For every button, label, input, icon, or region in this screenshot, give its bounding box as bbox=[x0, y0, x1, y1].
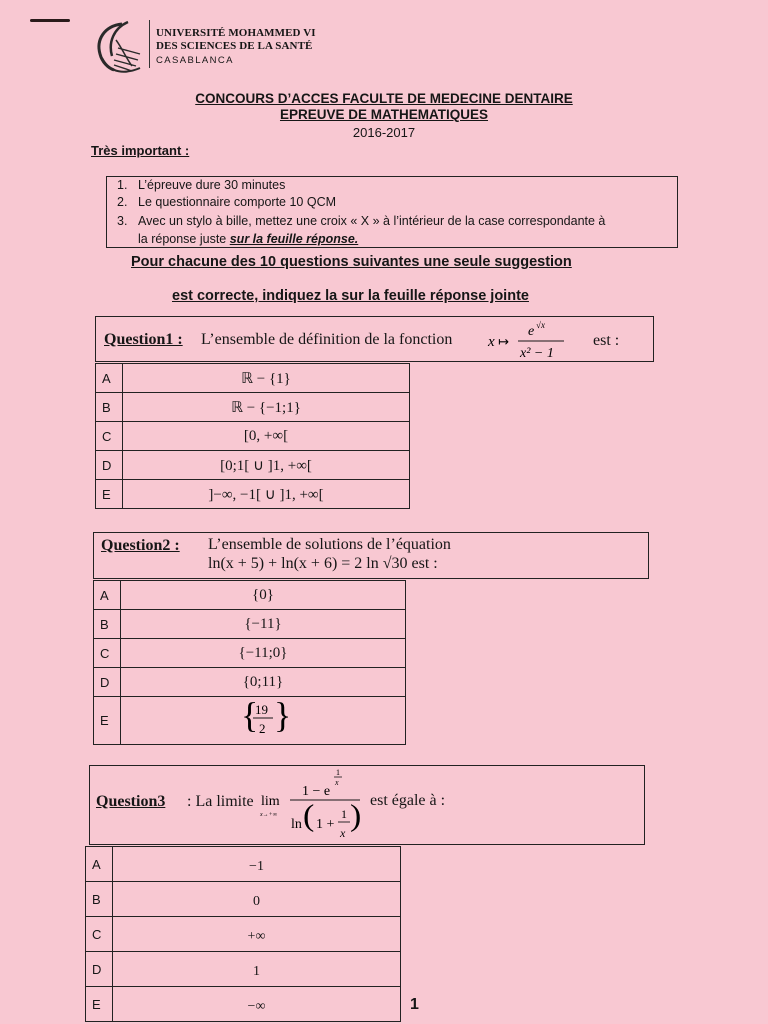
answer-letter: C bbox=[86, 917, 113, 952]
instruction-text: Le questionnaire comporte 10 QCM bbox=[138, 195, 337, 209]
question1-text: L’ensemble de définition de la fonction bbox=[201, 331, 453, 348]
directions-line1: Pour chacune des 10 questions suivantes une seule suggestion bbox=[131, 254, 572, 270]
answer-row[interactable] bbox=[94, 697, 406, 745]
answer-value: {0;11} bbox=[121, 668, 406, 697]
answer-row[interactable] bbox=[86, 987, 401, 1022]
fraction-set bbox=[238, 695, 292, 739]
answer-letter: E bbox=[94, 697, 121, 745]
answer-letter: D bbox=[94, 668, 121, 697]
university-name-line1: UNIVERSITÉ MOHAMMED VI bbox=[156, 27, 316, 39]
answer-row[interactable] bbox=[86, 917, 401, 952]
question1-answers bbox=[95, 363, 410, 509]
answer-letter: E bbox=[96, 480, 123, 509]
university-logo bbox=[92, 18, 146, 76]
instruction-number: 2. bbox=[117, 195, 128, 209]
paren-left: ( bbox=[303, 797, 315, 833]
instruction-item bbox=[117, 214, 605, 228]
instruction-text: la réponse juste bbox=[138, 232, 230, 246]
answer-value: {−11} bbox=[121, 610, 406, 639]
question1-box bbox=[95, 316, 654, 362]
fraction-num: 19 bbox=[255, 702, 268, 717]
question3-answers bbox=[85, 846, 401, 1022]
answer-row[interactable] bbox=[96, 393, 410, 422]
answer-value: 1 bbox=[113, 952, 401, 987]
formula-frac-den: x bbox=[340, 826, 346, 840]
question1-label: Question1 : bbox=[104, 331, 183, 348]
question2-text: L’ensemble de solutions de l’équation bbox=[208, 536, 451, 553]
answer-value: ℝ − {−1;1} bbox=[123, 393, 410, 422]
question3-box bbox=[89, 765, 645, 845]
instruction-text: Avec un stylo à bille, mettez une croix « X » à l’intérieur de la case correspondante à bbox=[138, 214, 606, 228]
answer-value: ℝ − {1} bbox=[123, 364, 410, 393]
answer-row[interactable] bbox=[96, 422, 410, 451]
exam-subject: EPREUVE DE MATHEMATIQUES bbox=[279, 107, 489, 122]
instruction-emphasis: sur la feuille réponse. bbox=[229, 232, 359, 246]
instruction-number: 1. bbox=[117, 178, 128, 192]
answer-value: +∞ bbox=[113, 917, 401, 952]
question2-box bbox=[93, 532, 649, 579]
question3-label: Question3 bbox=[96, 793, 166, 810]
page-number: 1 bbox=[410, 996, 419, 1013]
instructions-box bbox=[106, 176, 678, 248]
instruction-continuation bbox=[138, 232, 358, 246]
answer-letter: A bbox=[94, 581, 121, 610]
fraction-den: 2 bbox=[259, 721, 266, 736]
answer-row[interactable] bbox=[96, 451, 410, 480]
formula-den-ln: ln bbox=[291, 817, 302, 832]
formula-exp-num: 1 bbox=[336, 768, 340, 777]
answer-letter: D bbox=[96, 451, 123, 480]
instruction-item bbox=[117, 195, 336, 209]
answer-row[interactable] bbox=[86, 882, 401, 917]
question3-text: : La limite bbox=[187, 793, 254, 810]
university-city: CASABLANCA bbox=[156, 55, 234, 66]
directions-line2: est correcte, indiquez la sur la feuille réponse jointe bbox=[172, 288, 529, 304]
question2-label: Question2 : bbox=[101, 537, 180, 554]
answer-letter: A bbox=[86, 847, 113, 882]
answer-value bbox=[121, 697, 406, 745]
answer-letter: E bbox=[86, 987, 113, 1022]
paren-right: ) bbox=[350, 797, 362, 833]
formula-maps: ↦ bbox=[498, 335, 509, 350]
instruction-number: 3. bbox=[117, 214, 128, 228]
formula-exp-den: x bbox=[335, 778, 339, 787]
answer-letter: B bbox=[96, 393, 123, 422]
answer-value: [0;1[ ∪ ]1, +∞[ bbox=[123, 451, 410, 480]
instruction-text: L’épreuve dure 30 minutes bbox=[138, 178, 286, 192]
answer-row[interactable] bbox=[86, 847, 401, 882]
university-name-line2: DES SCIENCES DE LA SANTÉ bbox=[156, 40, 313, 52]
answer-value: ]−∞, −1[ ∪ ]1, +∞[ bbox=[123, 480, 410, 509]
question2-equation: ln(x + 5) + ln(x + 6) = 2 ln √30 est : bbox=[208, 555, 438, 572]
formula-frac-num: 1 bbox=[341, 807, 347, 821]
question3-formula bbox=[260, 766, 370, 846]
exam-title: CONCOURS D’ACCES FACULTE DE MEDECINE DENTAIRE bbox=[195, 91, 573, 106]
answer-letter: C bbox=[94, 639, 121, 668]
answer-letter: C bbox=[96, 422, 123, 451]
answer-value: {0} bbox=[121, 581, 406, 610]
formula-num-exp: √x bbox=[536, 320, 545, 330]
answer-row[interactable] bbox=[96, 364, 410, 393]
instruction-item bbox=[117, 178, 285, 192]
exam-year: 2016-2017 bbox=[352, 125, 416, 140]
question2-answers bbox=[93, 580, 406, 745]
important-label: Très important : bbox=[91, 143, 190, 158]
answer-value: 0 bbox=[113, 882, 401, 917]
brace-left: { bbox=[241, 695, 259, 735]
answer-row[interactable] bbox=[94, 668, 406, 697]
answer-value: [0, +∞[ bbox=[123, 422, 410, 451]
question1-formula bbox=[486, 319, 586, 361]
brace-right: } bbox=[274, 695, 292, 735]
answer-letter: A bbox=[96, 364, 123, 393]
formula-den-one: 1 + bbox=[316, 817, 335, 832]
formula-var: x bbox=[488, 334, 495, 350]
formula-num-base: e bbox=[528, 324, 535, 339]
answer-value: −∞ bbox=[113, 987, 401, 1022]
question1-suffix: est : bbox=[593, 332, 620, 349]
answer-letter: B bbox=[86, 882, 113, 917]
answer-value: {−11;0} bbox=[121, 639, 406, 668]
answer-row[interactable] bbox=[94, 610, 406, 639]
answer-value: −1 bbox=[113, 847, 401, 882]
formula-lim: lim bbox=[261, 794, 280, 809]
formula-lim-sub: x→+∞ bbox=[260, 812, 277, 818]
pen-stroke-mark bbox=[30, 19, 70, 22]
question3-suffix: est égale à : bbox=[370, 792, 446, 809]
logo-divider bbox=[149, 20, 150, 68]
answer-row[interactable] bbox=[94, 639, 406, 668]
answer-letter: B bbox=[94, 610, 121, 639]
answer-row[interactable] bbox=[86, 952, 401, 987]
answer-row[interactable] bbox=[94, 581, 406, 610]
answer-letter: D bbox=[86, 952, 113, 987]
formula-den: x² − 1 bbox=[520, 346, 554, 361]
answer-row[interactable] bbox=[96, 480, 410, 509]
formula-num: 1 − e bbox=[302, 784, 331, 799]
